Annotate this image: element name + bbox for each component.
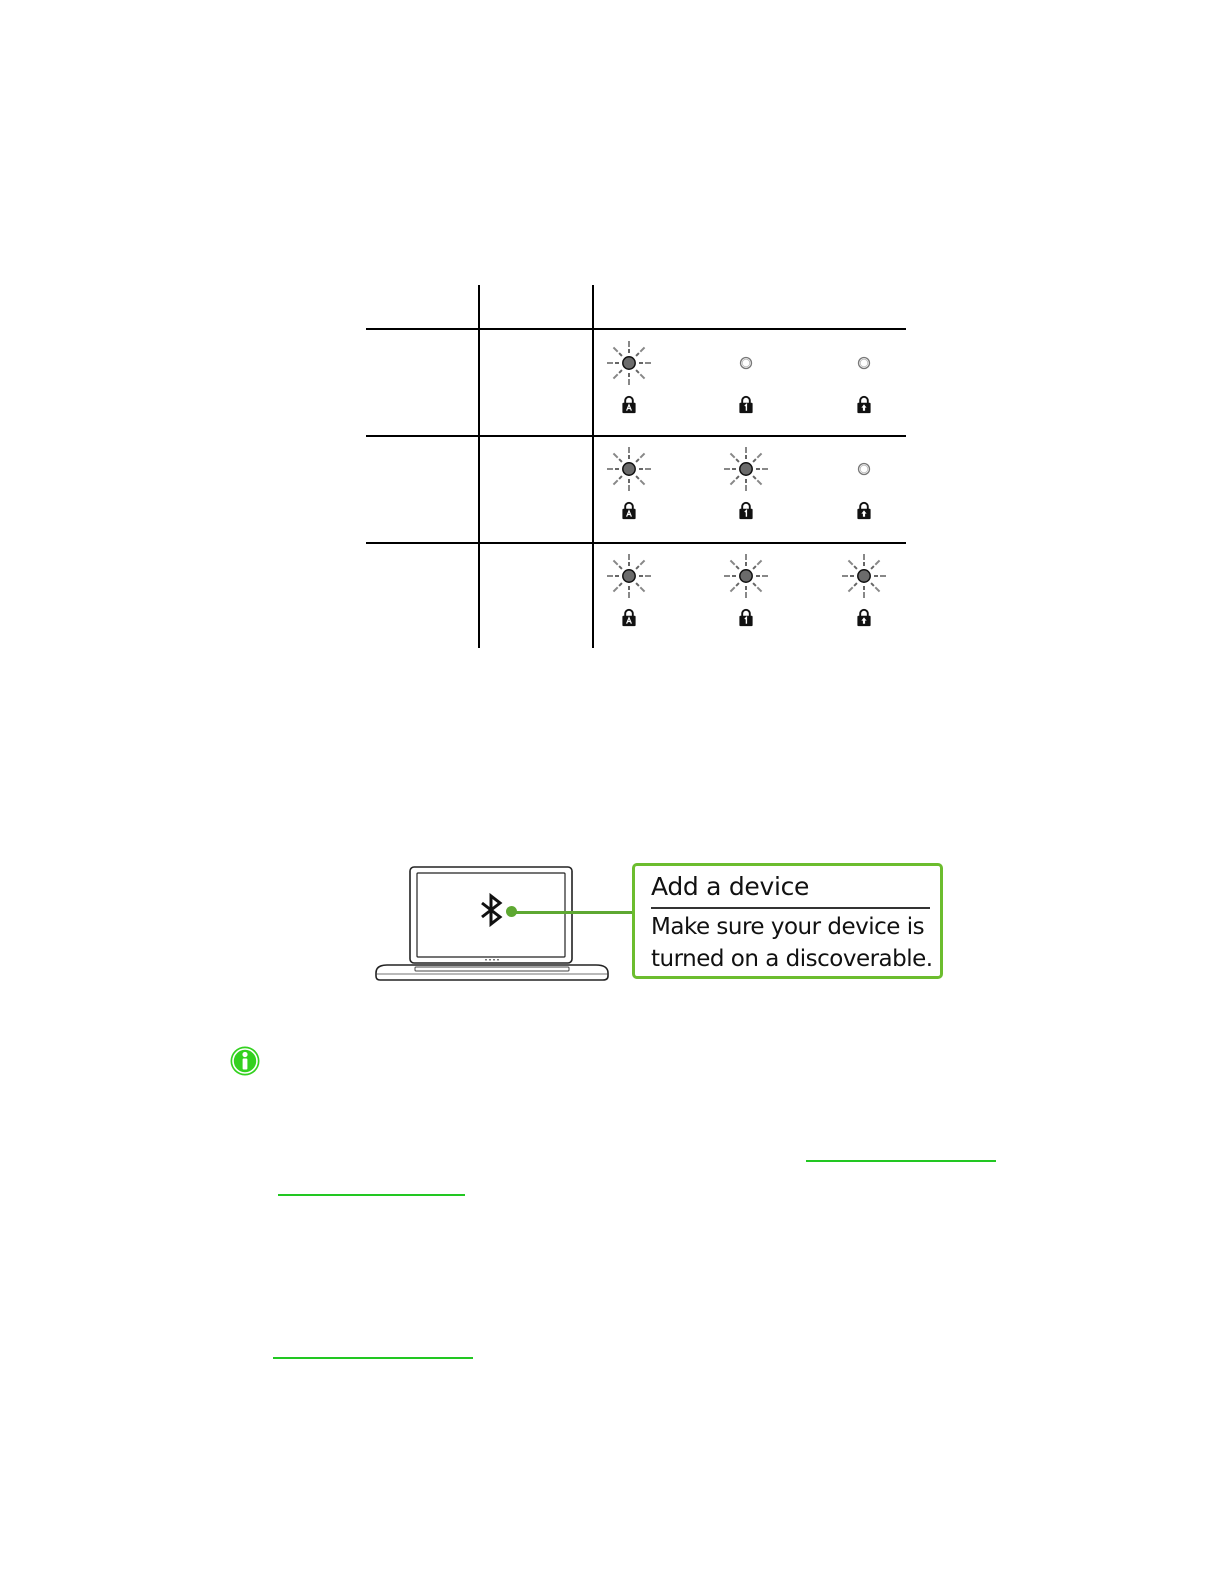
hyperlink-underline[interactable] bbox=[278, 1194, 465, 1196]
table-header-divider bbox=[366, 328, 906, 330]
table-row-divider bbox=[366, 435, 906, 437]
callout-divider bbox=[651, 907, 930, 909]
led-indicator-off bbox=[824, 439, 904, 539]
add-device-callout bbox=[632, 863, 943, 979]
lock-1-icon bbox=[739, 503, 752, 519]
table-row-divider bbox=[366, 542, 906, 544]
led-indicator-blink bbox=[589, 333, 669, 433]
lock-1-icon bbox=[739, 610, 752, 626]
callout-body-line: Make sure your device is bbox=[651, 914, 925, 940]
led-indicator-blink bbox=[589, 439, 669, 539]
callout-body bbox=[651, 911, 941, 975]
led-indicator-blink bbox=[706, 439, 786, 539]
lock-arrow-icon bbox=[857, 397, 870, 413]
lock-a-icon bbox=[622, 610, 635, 626]
callout-body-line: turned on a discoverable. bbox=[651, 946, 933, 972]
lock-arrow-icon bbox=[857, 503, 870, 519]
led-indicator-off bbox=[706, 333, 786, 433]
lock-arrow-icon bbox=[857, 610, 870, 626]
info-icon bbox=[229, 1045, 261, 1077]
led-indicator-off bbox=[824, 333, 904, 433]
laptop-illustration bbox=[375, 866, 615, 984]
led-indicator-blink bbox=[824, 546, 904, 646]
led-indicator-blink bbox=[706, 546, 786, 646]
hyperlink-underline[interactable] bbox=[806, 1160, 996, 1162]
lock-a-icon bbox=[622, 503, 635, 519]
lock-1-icon bbox=[739, 397, 752, 413]
callout-title: Add a device bbox=[651, 872, 810, 901]
lock-a-icon bbox=[622, 397, 635, 413]
led-indicator-blink bbox=[589, 546, 669, 646]
callout-connector-dot bbox=[506, 906, 517, 917]
hyperlink-underline[interactable] bbox=[273, 1357, 473, 1359]
table-column-divider bbox=[478, 285, 480, 648]
callout-connector-line bbox=[515, 911, 633, 914]
